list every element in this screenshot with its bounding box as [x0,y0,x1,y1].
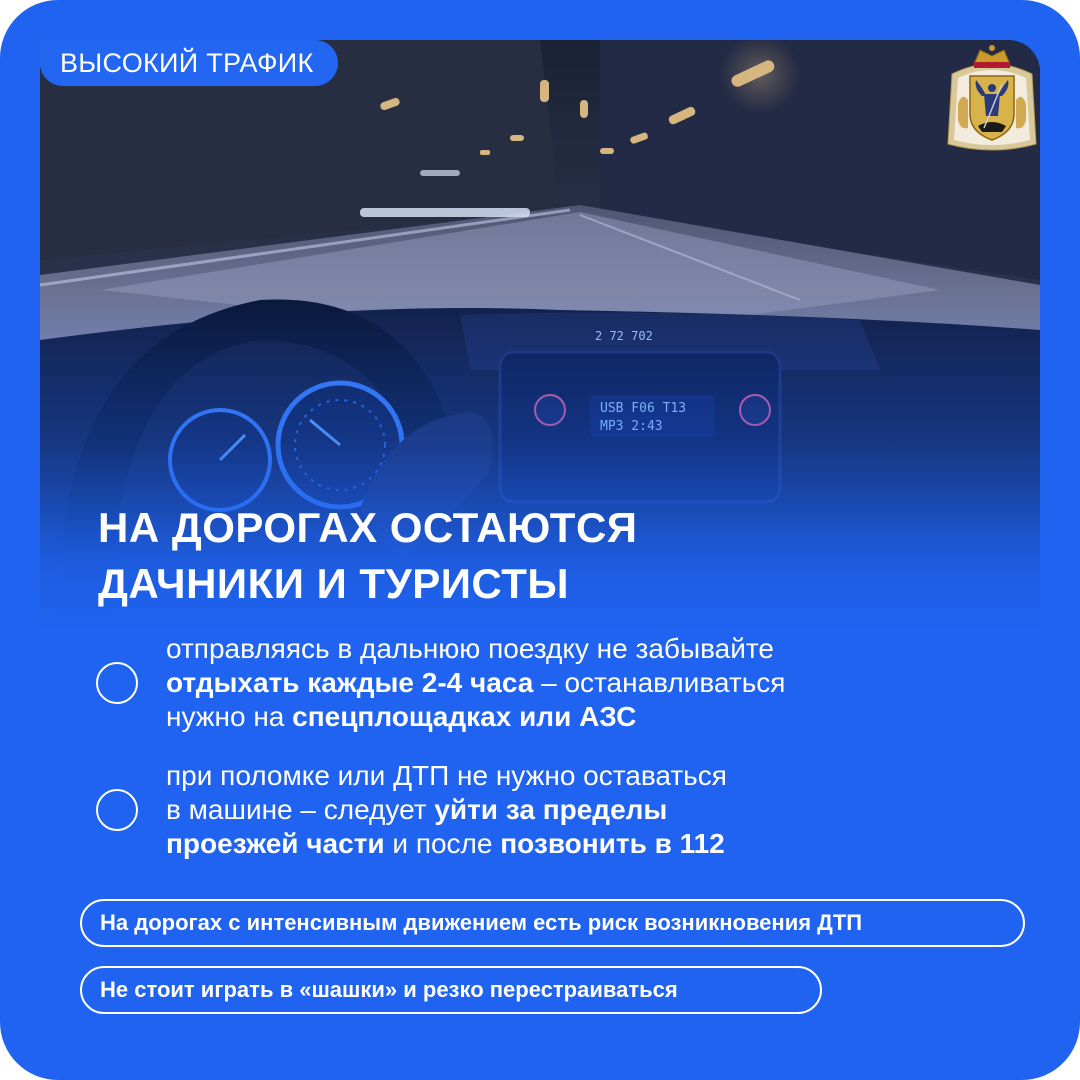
tip-item-accident [96,759,727,861]
tip-text [166,759,727,861]
tip-line: и после [384,828,501,859]
category-tag: ВЫСОКИЙ ТРАФИК [40,40,338,86]
tip-line: – останавливаться [533,667,786,698]
circle-bullet-icon [96,662,138,704]
headline-line-1: НА ДОРОГАХ ОСТАЮТСЯ [98,504,638,551]
tip-bold: проезжей части [166,828,385,859]
tip-line: нужно на [166,701,293,732]
tip-line: отправляясь в дальнюю поездку не забывайте [166,633,774,664]
headline-line-2: ДАЧНИКИ И ТУРИСТЫ [98,560,569,607]
coat-of-arms-icon [944,44,1040,156]
circle-bullet-icon [96,789,138,831]
tip-text [166,632,785,734]
tip-item-rest [96,632,785,734]
note-pill-lanes: Не стоит играть в «шашки» и резко перестраиваться [80,966,822,1014]
tip-line: в машине – следует [166,794,435,825]
headline [98,500,637,612]
tip-bold: отдыхать каждые 2-4 часа [166,667,534,698]
tip-bold: позвонить в 112 [500,828,725,859]
tip-line: при поломке или ДТП не нужно оставаться [166,760,727,791]
tip-bold: спецплощадках или АЗС [292,701,637,732]
note-pill-risk: На дорогах с интенсивным движением есть риск возникновения ДТП [80,899,1025,947]
tip-bold: уйти за пределы [434,794,668,825]
